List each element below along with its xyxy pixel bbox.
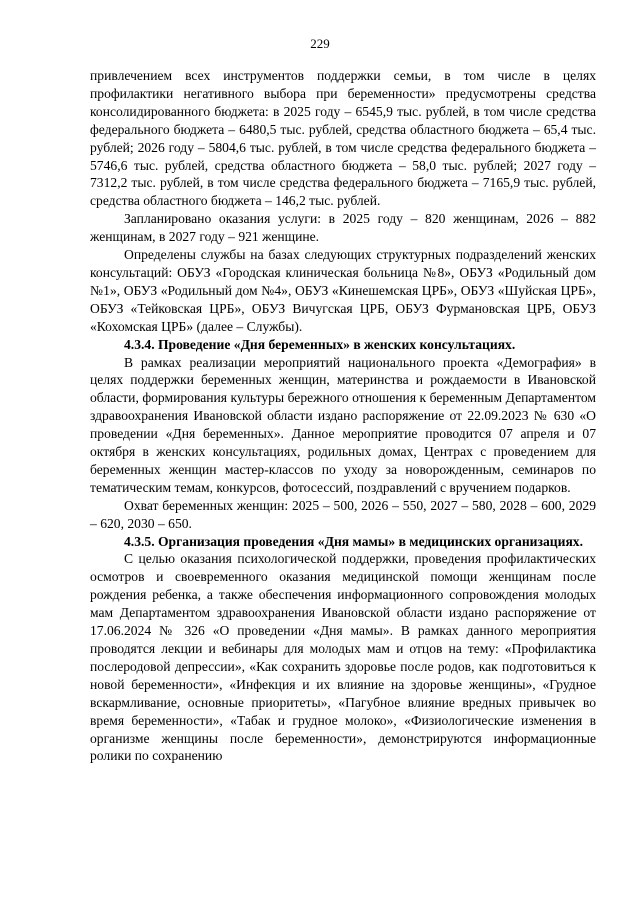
section-heading-4-3-4: 4.3.4. Проведение «Дня беременных» в женских консультациях. bbox=[124, 336, 516, 352]
paragraph-services-list: Определены службы на базах следующих структурных подразделений женских консультаций: ОБУЗ «Городская клиническая больница №8», ОБУЗ «Родильный дом №1», ОБУЗ «Родильный дом №4», ОБУЗ «Кинешемская ЦРБ», ОБУЗ «Шуйская ЦРБ», ОБУЗ «Тейковская ЦРБ», ОБУЗ Вичугская ЦРБ, ОБУЗ Фурмановская ЦРБ, ОБУЗ «Кохомская ЦРБ» (далее – Службы). bbox=[90, 247, 596, 334]
page-number: 229 bbox=[310, 36, 330, 51]
paragraph-mother-day: С целью оказания психологической поддержки, проведения профилактических осмотров и своевременного оказания медицинской помощи женщинам после рождения ребенка, а также обеспечения информационного сопровождения молодых мам Департаментом здравоохранения Ивановской области издано распоряжение от 17.06.2024 № 326 «О проведении «Дня мамы». В рамках данного мероприятия проводятся лекции и вебинары для молодых мам и отцов на тему: «Профилактика послеродовой депрессии», «Как сохранить здоровье после родов, как подготовиться к новой беременности», «Инфекция и их влияние на здоровье женщины», «Грудное вскармливание, основные приоритеты», «Пагубное влияние вредных привычек во время беременности», «Табак и грудное молоко», «Физиологические изменения в организме женщины после беременности», демонстрируются информационные ролики по сохранению bbox=[90, 551, 596, 764]
paragraph-funding: привлечением всех инструментов поддержки семьи, в том числе в целях профилактики негативного выбора при беременности» предусмотрены средства консолидированного бюджета: в 2025 году – 6545,9 тыс. рублей, в том числе средства федерального бюджета – 6480,5 тыс. рублей, средства областного бюджета – 65,4 тыс. рублей; 2026 году – 5804,6 тыс. рублей, в том числе средства федерального бюджета – 5746,6 тыс. рублей, средства областного бюджета – 58,0 тыс. рублей; 2027 году – 7312,2 тыс. рублей, в том числе средства федерального бюджета – 7165,9 тыс. рублей, средства областного бюджета – 146,2 тыс. рублей. bbox=[90, 68, 596, 209]
document-body bbox=[90, 67, 596, 765]
paragraph-coverage: Охват беременных женщин: 2025 – 500, 2026 – 550, 2027 – 580, 2028 – 600, 2029 – 620, 2030 – 650. bbox=[90, 497, 596, 531]
paragraph-planned-services: Запланировано оказания услуги: в 2025 году – 820 женщинам, 2026 – 882 женщинам, в 2027 году – 921 женщине. bbox=[90, 211, 596, 245]
section-heading-4-3-5: 4.3.5. Организация проведения «Дня мамы» в медицинских организациях. bbox=[124, 533, 583, 549]
paragraph-pregnant-day: В рамках реализации мероприятий национального проекта «Демография» в целях поддержки беременных женщин, материнства и рождаемости в Ивановской области, формирования культуры бережного отношения к беременным Департаментом здравоохранения Ивановской области издано распоряжение от 22.09.2023 № 630 «О проведении «Дня беременных». Данное мероприятие проводится 07 апреля и 07 октября в женских консультациях, родильных домах, Центрах с проведением для беременных женщин мастер-классов по уходу за новорожденным, семинаров по тематическим темам, конкурсов, фотосессий, поздравлений с вручением подарков. bbox=[90, 354, 596, 495]
